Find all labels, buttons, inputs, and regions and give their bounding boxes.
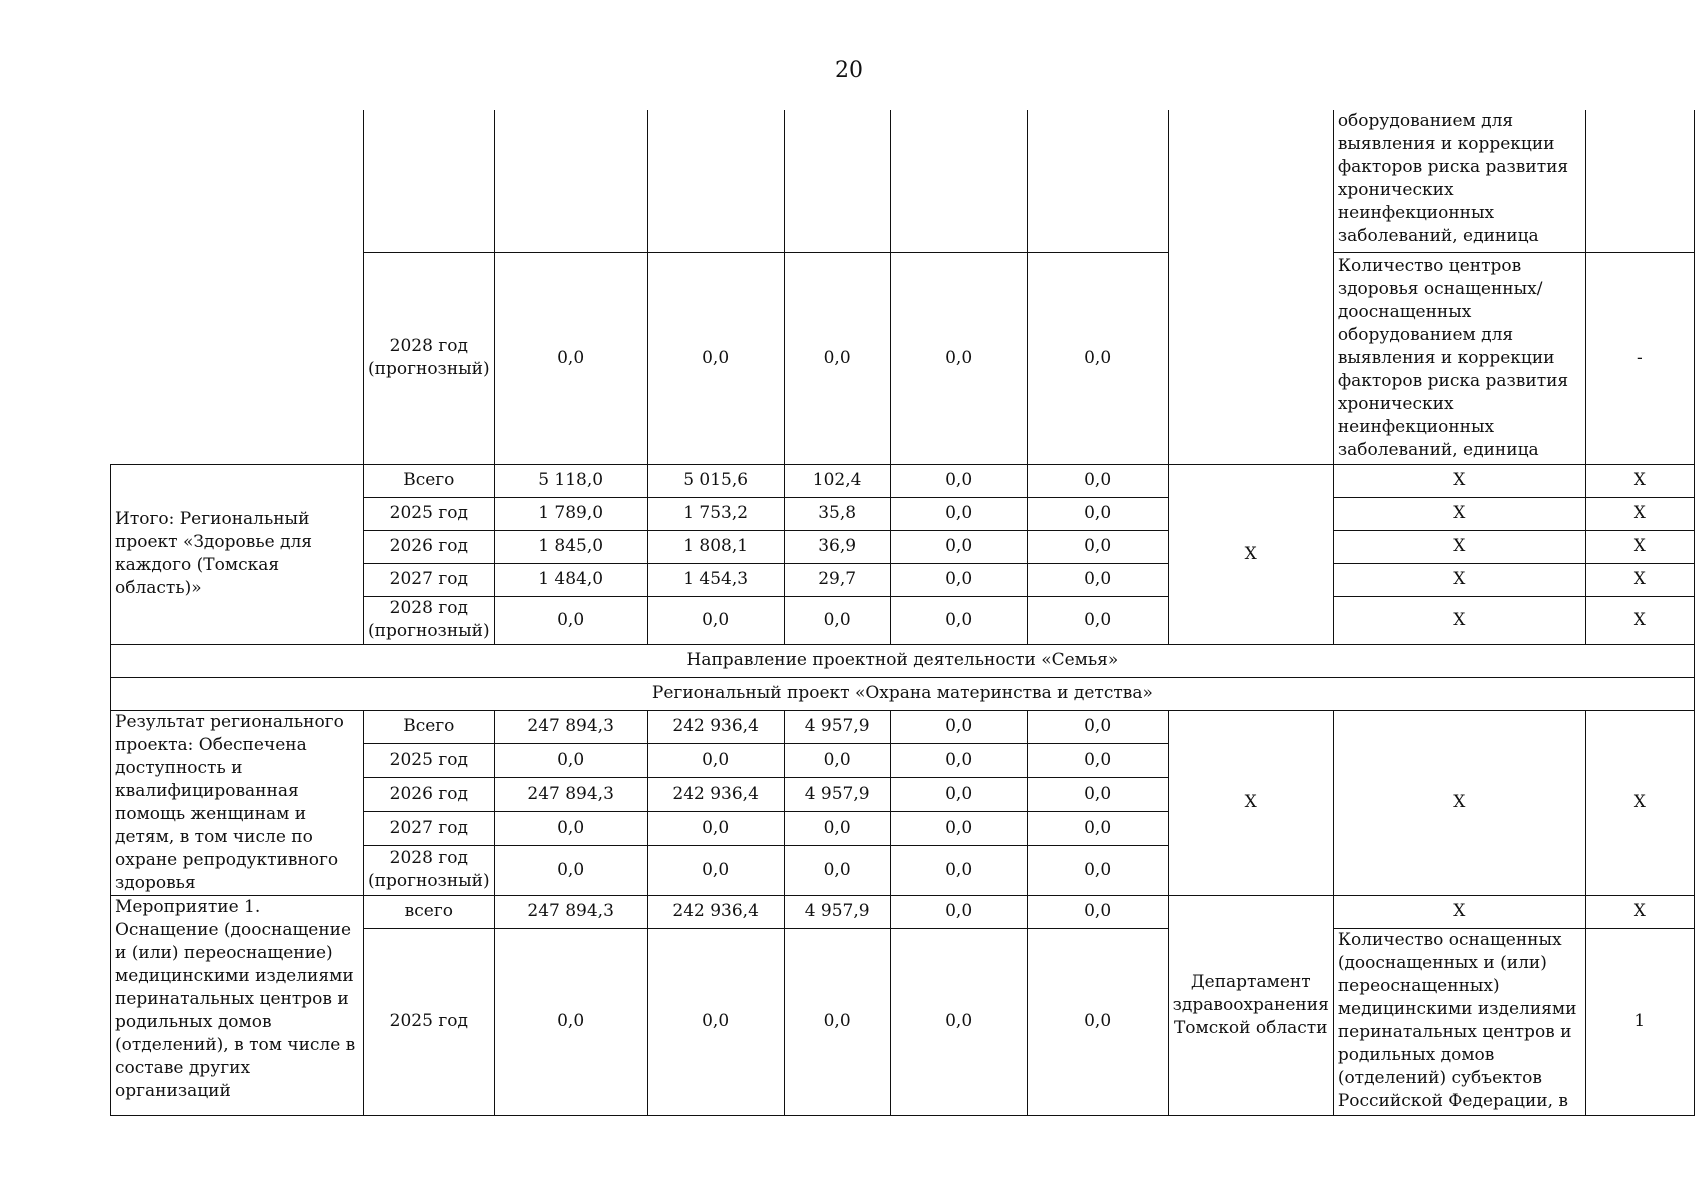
year-cell: 2026 год (364, 778, 495, 812)
section-direction-header: Направление проектной деятельности «Семья» (111, 644, 1695, 677)
indicator-value-cell: X (1585, 497, 1694, 530)
indicator-cell: X (1333, 497, 1585, 530)
indicator-cell: X (1333, 710, 1585, 895)
value-cell: 102,4 (784, 464, 890, 497)
value-cell: 0,0 (1027, 710, 1168, 744)
value-cell: 0,0 (890, 596, 1027, 644)
page-number: 20 (835, 58, 863, 83)
value-cell: 36,9 (784, 530, 890, 563)
value-cell: 242 936,4 (647, 895, 784, 928)
table-row (111, 895, 1695, 928)
indicator-value-cell: X (1585, 563, 1694, 596)
value-cell: 0,0 (647, 744, 784, 778)
section-project-header: Региональный проект «Охрана материнства и детства» (111, 677, 1695, 710)
value-cell: 4 957,9 (784, 778, 890, 812)
indicator-value-cell: 1 (1585, 928, 1694, 1115)
itogo-label: Итого: Региональный проект «Здоровье для каждого (Томская область)» (111, 464, 364, 644)
executor-cell: X (1168, 710, 1333, 895)
indicator-cell: X (1333, 563, 1585, 596)
value-cell: 0,0 (890, 744, 1027, 778)
indicator-cell: Количество оснащенных (дооснащенных и (или) переоснащенных) медицинскими изделиями перинатальных центров и родильных домов (отделений) субъектов Российской Федерации, в (1333, 928, 1585, 1115)
value-cell: 0,0 (1027, 464, 1168, 497)
value-cell: 0,0 (494, 252, 647, 464)
value-cell: 0,0 (1027, 497, 1168, 530)
value-cell: 0,0 (890, 252, 1027, 464)
value-cell: 0,0 (890, 530, 1027, 563)
table-row (111, 644, 1695, 677)
indicator-value-cell: X (1585, 596, 1694, 644)
indicator-cell: X (1333, 464, 1585, 497)
value-cell: 0,0 (647, 846, 784, 895)
value-cell: 247 894,3 (494, 710, 647, 744)
value-cell: 4 957,9 (784, 895, 890, 928)
indicator-value-cell: X (1585, 895, 1694, 928)
value-cell: 0,0 (784, 812, 890, 846)
year-cell: 2028 год (прогнозный) (364, 252, 495, 464)
value-cell: 0,0 (784, 928, 890, 1115)
value-cell: 1 845,0 (494, 530, 647, 563)
value-cell: 0,0 (1027, 778, 1168, 812)
value-cell: 0,0 (1027, 812, 1168, 846)
indicator-value-cell: X (1585, 464, 1694, 497)
budget-table (110, 110, 1695, 1116)
value-cell: 0,0 (647, 812, 784, 846)
value-cell: 0,0 (890, 563, 1027, 596)
value-cell: 242 936,4 (647, 710, 784, 744)
value-cell: 1 454,3 (647, 563, 784, 596)
value-cell: 0,0 (890, 812, 1027, 846)
value-cell: 0,0 (784, 596, 890, 644)
value-cell: 0,0 (1027, 252, 1168, 464)
value-cell: 1 484,0 (494, 563, 647, 596)
continued-executor-cell (1168, 110, 1333, 464)
value-cell: 0,0 (647, 252, 784, 464)
value-cell: 0,0 (890, 710, 1027, 744)
year-cell: 2025 год (364, 928, 495, 1115)
value-cell: 242 936,4 (647, 778, 784, 812)
indicator-cell: X (1333, 895, 1585, 928)
value-cell: 0,0 (784, 846, 890, 895)
table-row (111, 110, 1695, 252)
value-cell: 0,0 (890, 928, 1027, 1115)
value-cell: 247 894,3 (494, 778, 647, 812)
value-cell: 35,8 (784, 497, 890, 530)
value-cell: 0,0 (784, 744, 890, 778)
table-row (111, 710, 1695, 744)
value-cell: 1 808,1 (647, 530, 784, 563)
value-cell: 0,0 (890, 778, 1027, 812)
executor-cell: X (1168, 464, 1333, 644)
value-cell: 0,0 (1027, 846, 1168, 895)
value-cell: 0,0 (1027, 744, 1168, 778)
value-cell: 0,0 (647, 596, 784, 644)
table-row (111, 464, 1695, 497)
value-cell: 0,0 (647, 928, 784, 1115)
value-cell: 5 118,0 (494, 464, 647, 497)
year-cell: 2028 год (прогнозный) (364, 596, 495, 644)
indicator-cell: Количество центров здоровья оснащенных/дооснащенных оборудованием для выявления и коррекции факторов риска развития хронических неинфекционных заболеваний, единица (1333, 252, 1585, 464)
indicator-cell: оборудованием для выявления и коррекции факторов риска развития хронических неинфекционных заболеваний, единица (1333, 110, 1585, 252)
indicator-cell: X (1333, 530, 1585, 563)
value-cell: 0,0 (890, 497, 1027, 530)
value-cell: 0,0 (890, 895, 1027, 928)
value-cell: 5 015,6 (647, 464, 784, 497)
measure-label: Мероприятие 1. Оснащение (дооснащение и (или) переоснащение) медицинскими изделиями перинатальных центров и родильных домов (отделений), в том числе в составе других организаций (111, 895, 364, 1115)
year-cell: всего (364, 895, 495, 928)
table-row (111, 677, 1695, 710)
year-cell: 2027 год (364, 563, 495, 596)
value-cell: 0,0 (1027, 530, 1168, 563)
value-cell: 0,0 (890, 464, 1027, 497)
value-cell: 0,0 (494, 812, 647, 846)
value-cell: 0,0 (494, 928, 647, 1115)
year-cell: 2025 год (364, 497, 495, 530)
value-cell: 0,0 (494, 596, 647, 644)
value-cell: 0,0 (1027, 563, 1168, 596)
value-cell: 0,0 (1027, 596, 1168, 644)
indicator-cell: X (1333, 596, 1585, 644)
value-cell: 0,0 (494, 846, 647, 895)
value-cell: 0,0 (890, 846, 1027, 895)
year-cell: Всего (364, 464, 495, 497)
year-cell: Всего (364, 710, 495, 744)
value-cell: 0,0 (494, 744, 647, 778)
value-cell: 4 957,9 (784, 710, 890, 744)
executor-cell: Департамент здравоохранения Томской области (1168, 895, 1333, 1115)
value-cell: 29,7 (784, 563, 890, 596)
value-cell: 0,0 (1027, 928, 1168, 1115)
year-cell: 2025 год (364, 744, 495, 778)
indicator-value-cell: - (1585, 252, 1694, 464)
year-cell: 2028 год (прогнозный) (364, 846, 495, 895)
value-cell: 1 753,2 (647, 497, 784, 530)
result-label: Результат регионального проекта: Обеспечена доступность и квалифицированная помощь женщинам и детям, в том числе по охране репродуктивного здоровья (111, 710, 364, 895)
value-cell: 0,0 (1027, 895, 1168, 928)
indicator-value-cell: X (1585, 710, 1694, 895)
year-cell: 2027 год (364, 812, 495, 846)
year-cell: 2026 год (364, 530, 495, 563)
value-cell: 247 894,3 (494, 895, 647, 928)
continued-label-cell (111, 110, 364, 464)
indicator-value-cell: X (1585, 530, 1694, 563)
value-cell: 0,0 (784, 252, 890, 464)
value-cell: 1 789,0 (494, 497, 647, 530)
